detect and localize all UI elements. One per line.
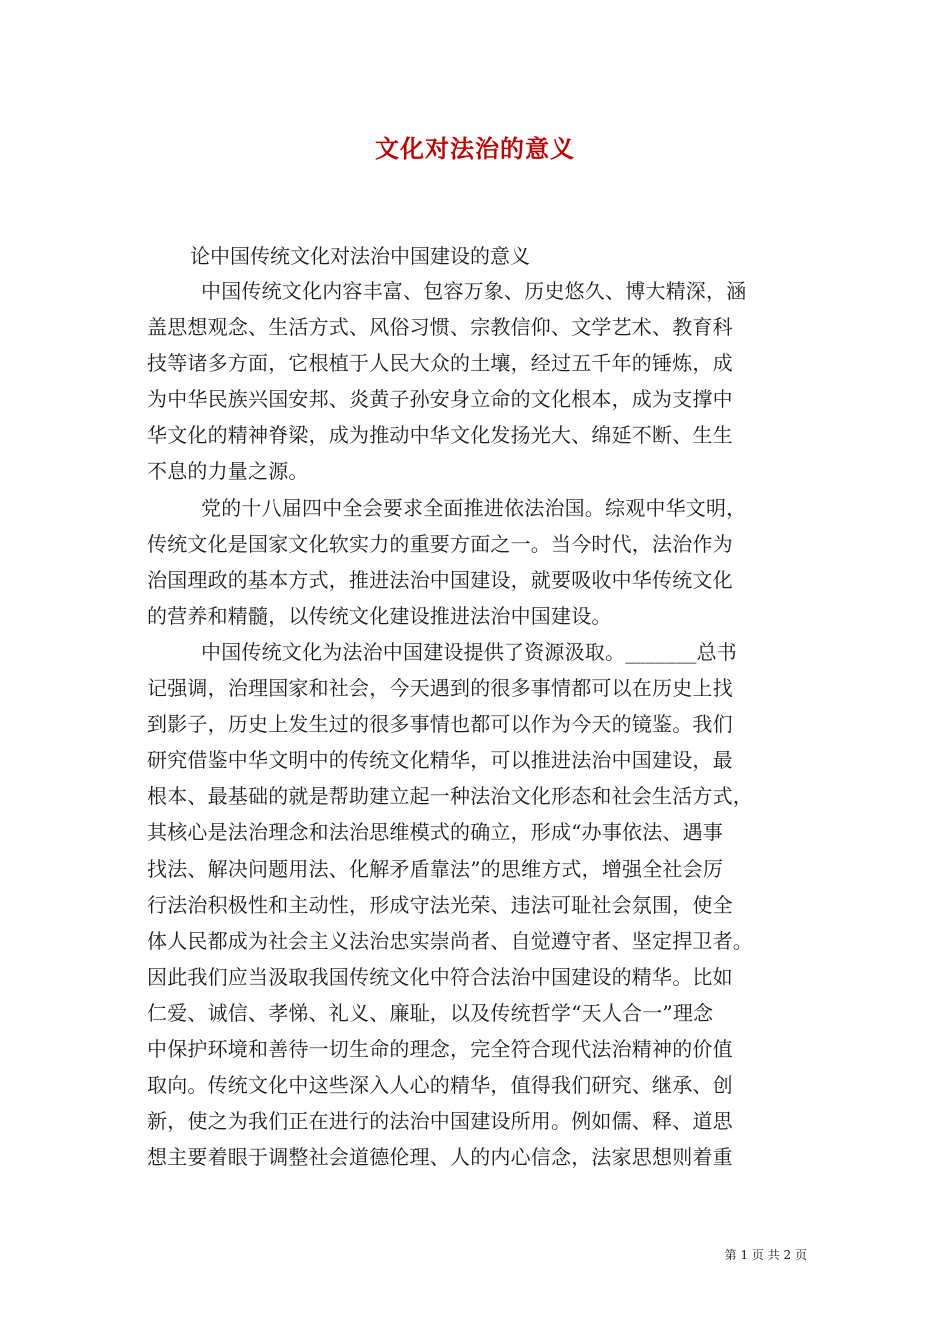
paragraph-line: 治国理政的基本方式，推进法治中国建设，就要吸收中华传统文化 — [147, 567, 733, 592]
paragraph-line: 根本、最基础的就是帮助建立起一种法治文化形态和社会生活方式， — [147, 784, 753, 809]
paragraph-line: 新，使之为我们正在进行的法治中国建设所用。例如儒、释、道思 — [147, 1109, 733, 1134]
paragraph-line: 因此我们应当汲取我国传统文化中符合法治中国建设的精华。比如 — [147, 964, 733, 989]
paragraph-line: 找法、解决问题用法、化解矛盾靠法”的思维方式，增强全社会厉 — [147, 856, 724, 881]
paragraph-line: 仁爱、诚信、孝悌、礼义、廉耻，以及传统哲学“天人合一”理念 — [147, 1000, 714, 1025]
paragraph-line: 为中华民族兴国安邦、炎黄子孙安身立命的文化根本，成为支撑中 — [147, 387, 733, 412]
paragraph-line: 不息的力量之源。 — [147, 459, 309, 484]
paragraph-line: 党的十八届四中全会要求全面推进依法治国。综观中华文明， — [201, 495, 747, 520]
paragraph-line: 的营养和精髓，以传统文化建设推进法治中国建设。 — [147, 603, 612, 628]
paragraph-line: 想主要着眼于调整社会道德伦理、人的内心信念，法家思想则着重 — [147, 1145, 733, 1170]
paragraph-line: 中保护环境和善待一切生命的理念，完全符合现代法治精神的价值 — [147, 1036, 733, 1061]
paragraph-line: 中国传统文化内容丰富、包容万象、历史悠久、博大精深，涵 — [201, 279, 747, 303]
paragraph-line: 取向。传统文化中这些深入人心的精华，值得我们研究、继承、创 — [147, 1073, 733, 1098]
page-number-footer: 第 1 页 共 2 页 — [724, 1248, 807, 1262]
paragraph-line: 盖思想观念、生活方式、风俗习惯、宗教信仰、文学艺术、教育科 — [147, 315, 733, 340]
document-title: 文化对法治的意义 — [375, 134, 575, 163]
paragraph-line: 记强调，治理国家和社会，今天遇到的很多事情都可以在历史上找 — [147, 676, 733, 701]
paragraph-line: 到影子，历史上发生过的很多事情也都可以作为今天的镜鉴。我们 — [147, 712, 733, 737]
document-body — [147, 273, 807, 1175]
paragraph-line: 研究借鉴中华文明中的传统文化精华，可以推进法治中国建设，最 — [147, 748, 733, 773]
paragraph-line: 其核心是法治理念和法治思维模式的确立，形成“办事依法、遇事 — [147, 820, 724, 845]
paragraph-line: 行法治积极性和主动性，形成守法光荣、违法可耻社会氛围，使全 — [147, 892, 733, 917]
paragraph-line: 体人民都成为社会主义法治忠实崇尚者、自觉遵守者、坚定捍卫者。 — [147, 928, 753, 953]
paragraph-line: 中国传统文化为法治中国建设提供了资源汲取。_______总书 — [201, 639, 737, 664]
paragraph-line: 技等诸多方面，它根植于人民大众的土壤，经过五千年的锤炼，成 — [147, 351, 733, 376]
document-subtitle: 论中国传统文化对法治中国建设的意义 — [190, 244, 530, 268]
paragraph-line: 华文化的精神脊梁，成为推动中华文化发扬光大、绵延不断、生生 — [147, 423, 733, 448]
paragraph-line: 传统文化是国家文化软实力的重要方面之一。当今时代，法治作为 — [147, 531, 733, 556]
